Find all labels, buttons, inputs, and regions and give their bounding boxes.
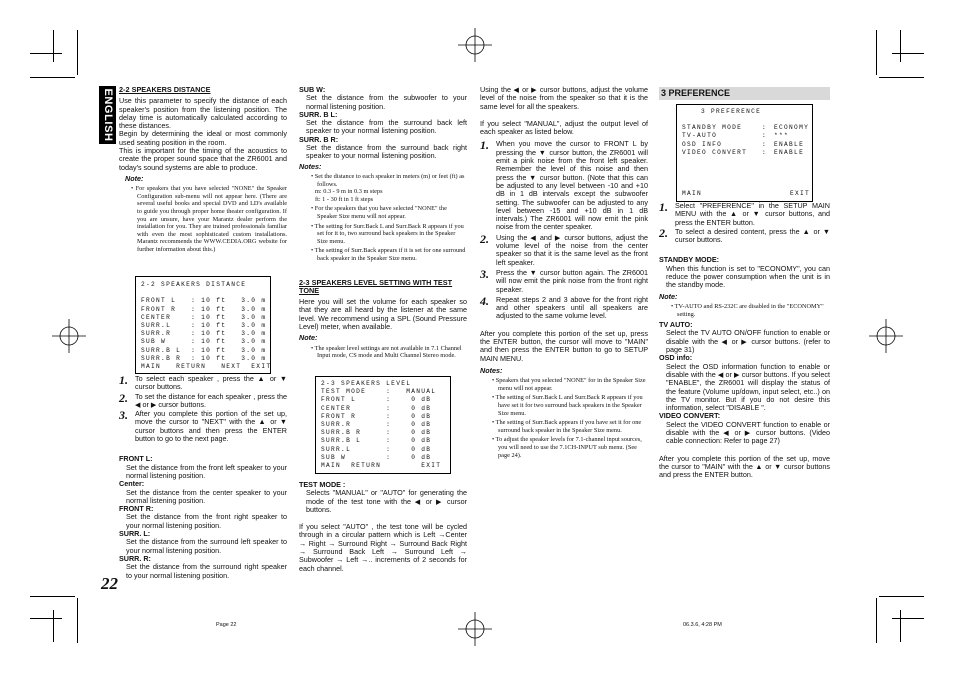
step-item xyxy=(480,140,648,231)
step-number: 4. xyxy=(480,293,489,308)
step-text: Select "PREFERENCE" in the SETUP MAIN MENU with the ▲ or ▼ cursor buttons, and press the ENTER button. xyxy=(675,201,830,227)
osd-row-colon: : xyxy=(762,124,768,131)
step-item xyxy=(480,266,648,294)
osd-lines xyxy=(141,281,271,371)
definition-desc: Set the distance from the surround back right speaker to your normal listening position. xyxy=(306,143,467,161)
registration-mark-left xyxy=(52,319,86,353)
osd-exit: EXIT xyxy=(789,189,810,197)
notes-label: Notes: xyxy=(299,161,322,171)
definition-desc: Set the distance from the subwoofer to your normal listening position. xyxy=(306,93,467,111)
note-item: • The setting of Surr.Back appears if it is set for one surround back speaker in the Speaker Size menu. xyxy=(311,247,466,262)
osd-line: FRONT R : 10 ft 3.0 m xyxy=(141,305,267,313)
step-text: Repeat steps 2 and 3 above for the front right and other speakers until all speakers are adjusted to the same volume level. xyxy=(496,294,648,321)
step-text: To select each speaker , press the ▲ or ▼ cursor buttons. xyxy=(135,374,287,392)
osd-screen-speaker-distance xyxy=(135,276,271,374)
definition-term: OSD info: xyxy=(659,353,693,363)
column-2-bottom xyxy=(299,481,467,573)
column-3 xyxy=(480,86,648,461)
osd-main: MAIN xyxy=(682,189,703,197)
step-text: After you complete this portion of the set up, move the cursor to "NEXT" with the ▲ or ▼ cursor buttons and then press the ENTER button to go to the next page. xyxy=(135,409,287,444)
osd-line: MAIN RETURN NEXT EXIT xyxy=(141,363,272,371)
osd-row-value: ECONOMY xyxy=(774,124,810,131)
osd-screen-speaker-level xyxy=(315,376,451,474)
step-text: Press the ▼ cursor button again. The ZR6001 will now emit the pink noise from the front right speaker. xyxy=(496,267,648,294)
osd-row xyxy=(682,124,808,132)
note-body: The setting of Surr.Back appears if it is set for one surround back speaker in the Speaker Size menu. xyxy=(314,247,466,262)
osd-title: 3 PREFERENCE xyxy=(701,108,762,115)
step-number: 2. xyxy=(480,231,489,246)
step-number: 1. xyxy=(659,200,668,214)
range-meters: m: 0.3 - 9 m in 0.3 m steps xyxy=(315,188,383,196)
note-item: • To adjust the speaker levels for 7.1-channel input sources, you will need to use the 7.1CH-INPUT sub menu. (See page 24). xyxy=(492,436,642,459)
step-item xyxy=(119,375,287,392)
osd-line: SUB W : 0 dB xyxy=(321,453,432,461)
step-number: 3. xyxy=(480,266,489,281)
note-item: • Speakers that you selected "NONE" for in the Speaker Size menu will not appear. xyxy=(492,377,646,392)
step-item xyxy=(119,390,287,410)
note-body: To adjust the speaker levels for 7.1-channel input sources, you will need to use the 7.1CH-INPUT sub menu. (See page 24). xyxy=(495,436,642,459)
definition-desc: Set the distance from the surround back left speaker to your normal listening position. xyxy=(306,118,467,136)
note-body: The speaker level settings are not available in 7.1 Channel Input mode, CS mode and Multi Channel Stereo mode. xyxy=(314,344,462,360)
note-body: TV-AUTO and RS-232C are disabled in the "ECONOMY" setting. xyxy=(674,302,824,318)
note-item: • The setting of Surr.Back appears if you have set it for one surround back speaker in the Speaker Size menu. xyxy=(492,419,642,434)
definition-desc: Set the distance from the center speaker to your normal listening position. xyxy=(126,487,287,505)
osd-row-value: *** xyxy=(774,132,790,140)
note-body: Set the distance to each speaker in meters (m) or feet (ft) as follows. xyxy=(314,172,465,188)
osd-lines xyxy=(321,380,441,470)
after-text: After you complete this portion of the set up, press the ENTER button, the cursor will move to "MAIN" and then press the ENTER button to go to SETUP MAIN MENU. xyxy=(480,328,648,363)
osd-line: SURR.L : 10 ft 3.0 m xyxy=(141,322,267,329)
definition-term: SURR. L: xyxy=(119,529,151,539)
osd-row-colon: : xyxy=(762,132,768,140)
osd-line xyxy=(141,289,271,297)
osd-line: SURR.B L : 0 dB xyxy=(321,437,432,445)
definition-term: SURR. R: xyxy=(119,553,151,563)
osd-line: 2-2 SPEAKERS DISTANCE xyxy=(141,281,247,288)
osd-line: 2-3 SPEAKERS LEVEL xyxy=(321,380,412,387)
range-feet: ft: 1 - 30 ft in 1 ft steps xyxy=(315,195,374,203)
step-item xyxy=(480,293,648,321)
osd-row-value: ENABLE xyxy=(774,149,805,157)
note-item: • The setting of Surr.Back L and Surr.Back R appears if you have set it for two surround back speakers in the Speaker Size menu. xyxy=(492,394,643,417)
definition-term: Center: xyxy=(119,479,145,489)
section-heading: 3 PREFERENCE xyxy=(661,88,731,98)
osd-row-label: VIDEO CONVERT xyxy=(682,149,748,157)
section-heading: 2-3 SPEAKERS LEVEL SETTING WITH TEST TONE xyxy=(299,277,453,295)
after-text: After you complete this portion of the set up, move the cursor to "MAIN" with the ▲ or ▼ cursor buttons and press the ENTER button. xyxy=(659,453,830,480)
osd-line: SURR.L : 0 dB xyxy=(321,445,432,453)
definition-desc: Set the distance from the surround left speaker to your normal listening position. xyxy=(126,537,287,555)
note-item: • For the speakers that you have selected "NONE" the Speaker Size menu will not appear. xyxy=(311,205,447,220)
osd-line: TEST MODE : MANUAL xyxy=(321,388,437,396)
test-mode-desc: Selects "MANUAL" or "AUTO" for generating the mode of the test tone with the ◀ or ▶ cursor buttons. xyxy=(306,488,467,514)
definition-desc: Select the TV AUTO ON/OFF function to enable or disable with the ◀ or ▶ cursor buttons. (refer to page 31) xyxy=(666,328,830,355)
osd-row-label: OSD INFO xyxy=(682,140,723,148)
column-4 xyxy=(659,202,830,480)
test-mode-label: TEST MODE : xyxy=(299,480,346,489)
auto-mode-text: If you select "AUTO" , the test tone will be cycled through in a circular pattern which is Left →Center → Right → Surround Right → Surround Back Right → Surround Back Left → Surround Left → Subwoofer → Left →.. increments of 2 seconds for each channel. xyxy=(299,522,467,573)
definition-term: SUB W: xyxy=(299,85,326,94)
osd-line: SURR.R : 0 dB xyxy=(321,421,432,429)
note-item: • The speaker level settings are not available in 7.1 Channel Input mode, CS mode and Multi Channel Stereo mode. xyxy=(311,344,462,360)
note-item: • TV-AUTO and RS-232C are disabled in the "ECONOMY" setting. xyxy=(671,302,824,318)
definition-term: FRONT L: xyxy=(119,454,153,464)
note-body: Speakers that you selected "NONE" for in the Speaker Size menu will not appear. xyxy=(495,377,646,392)
definition-term: TV AUTO: xyxy=(659,320,693,330)
osd-line: CENTER : 10 ft 3.0 m xyxy=(141,313,267,321)
definition-desc: When this function is set to "ECONOMY", you can reduce the power consumption when the unit is in the standby mode. xyxy=(666,263,830,290)
osd-line: FRONT L : 0 dB xyxy=(321,396,432,404)
osd-row-colon: : xyxy=(762,140,768,148)
step-item xyxy=(119,410,287,443)
osd-row-value: ENABLE xyxy=(774,140,805,148)
page-number: 22 xyxy=(101,574,118,593)
step-number: 1. xyxy=(119,373,128,387)
step-text: When you move the cursor to FRONT L by pressing the ▼ cursor button, the ZR6001 will emit a pink noise from the front left speaker. Remember the level of this noise and then press the ▼ cursor button. (Note that this can be adjusted to any level between -10 and +10 dB in 1 dB intervals except the subwoofer setting. The subwoofer can be adjusted to any level between -15 and +10 dB in 1 dB intervals.) The ZR6001 will now emit the pink noise from the center speaker. xyxy=(496,139,648,232)
column-1-steps xyxy=(119,375,287,580)
definition-term: FRONT R: xyxy=(119,504,154,514)
definition-desc: Set the distance from the front right speaker to your normal listening position. xyxy=(126,512,287,530)
registration-mark-bottom xyxy=(458,612,492,646)
note-text: • For speakers that you have selected "NONE" the Speaker Configuration sub-menu will not appear here. (There are several useful books and special DVD and LD's available to guide you through proper home theater configuration. If you are unsure, have your Marantz dealer perform the installation for you. They are trained professionals familiar with even the most sophisticated custom installations. Marantz recommends the WWW.CEDIA.ORG website for further information about this.) xyxy=(131,185,287,254)
intro-text: Use this parameter to specify the distance of each speaker's position from the listening position. The delay time is automatically calculated according to these distances. xyxy=(119,96,287,131)
footer-left: Page 22 xyxy=(216,622,237,628)
step-number: 2. xyxy=(659,225,668,240)
osd-line: SURR.R : 10 ft 3.0 m xyxy=(141,330,267,338)
osd-row-colon: : xyxy=(762,149,768,157)
note-body: For speakers that you have selected "NONE" the Speaker Configuration sub-menu will not appear here. (There are several useful books and special DVD and LD's available to guide you through proper home theater configuration. If you are unsure, have your Marantz dealer perform the installation for you. They are trained professionals familiar with even the most sophisticated custom installations. Marantz recommends the WWW.CEDIA.ORG website for further information about this.) xyxy=(135,185,287,254)
definition-term: SURR. B L: xyxy=(299,109,338,119)
preference-heading-bar xyxy=(659,87,830,100)
osd-line: SURR.B R : 10 ft 3.0 m xyxy=(141,354,267,362)
definition-desc: Set the distance from the surround right speaker to your normal listening position. xyxy=(126,562,287,580)
intro-text-3: This is important for the timing of the acoustics to create the proper sound space that the ZR6001 and today's sound systems are able to produce. xyxy=(119,146,287,172)
footer-right: 06.3.6, 4:28 PM xyxy=(683,622,722,628)
language-side-tab xyxy=(99,86,116,144)
note-item: • Set the distance to each speaker in meters (m) or feet (ft) as follows. xyxy=(311,172,465,188)
note-body: The setting of Surr.Back L and Surr.Back R appears if you have set it for two surround back speakers in the Speaker Size menu. xyxy=(495,394,643,417)
osd-row xyxy=(682,141,808,149)
intro-text: Here you will set the volume for each speaker so that they are all heard by the listener at the same level. We recommend using a SPL (Sound Pressure Level) meter, when available. xyxy=(299,297,467,331)
definition-desc: Select the OSD information function to enable or disable with the ◀ or ▶ cursor buttons. If you select "ENABLE", the ZR6001 will display the status of the feature (Volume up/down, input select, etc..) on the TV monitor. But if you do not desire this information, select "DISABLE ". xyxy=(666,361,830,413)
osd-line: MAIN RETURN EXIT xyxy=(321,462,442,470)
note-label: Note: xyxy=(299,333,318,343)
definition-desc: Set the distance from the front left speaker to your normal listening position. xyxy=(126,462,287,480)
osd-line: FRONT L : 10 ft 3.0 m xyxy=(141,297,267,305)
column-2 xyxy=(299,86,467,360)
language-label: ENGLISH xyxy=(101,88,114,142)
notes-label: Notes: xyxy=(480,365,503,375)
step-item xyxy=(480,231,648,267)
definition-term: VIDEO CONVERT: xyxy=(659,411,721,421)
note-body: The setting for Surr.Back L and Surr.Back R appears if you set for it to, two surround back speakers in the Speaker Size menu. xyxy=(314,222,464,245)
registration-mark-right xyxy=(869,319,903,353)
intro-text-2: Begin by determining the ideal or most commonly used seating position in the room. xyxy=(119,129,287,147)
intro-text: Using the ◀ or ▶ cursor buttons, adjust the volume level of the noise from the speaker so that it is the same level for all the speakers. xyxy=(480,85,648,111)
definition-desc: Select the VIDEO CONVERT function to enable or disable with the ◀ or ▶ cursor buttons. (Video cable connection: Refer to page 27) xyxy=(666,419,830,446)
step-item xyxy=(659,225,830,245)
step-text: To select a desired content, press the ▲ or ▼ cursor buttons. xyxy=(675,226,830,245)
note-label: Note: xyxy=(125,173,144,183)
osd-line: SURR.B R : 0 dB xyxy=(321,429,432,437)
osd-line: CENTER : 0 dB xyxy=(321,404,432,412)
definition-term: STANDBY MODE: xyxy=(659,255,720,265)
osd-screen-preference xyxy=(676,104,813,202)
step-item xyxy=(659,202,830,227)
note-body: The setting of Surr.Back appears if you have set it for one surround back speaker in the Speaker Size menu. xyxy=(495,419,642,434)
osd-row-label: TV-AUTO xyxy=(682,132,718,140)
note-item: • The setting for Surr.Back L and Surr.Back R appears if you set for it to, two surround back speakers in the Speaker Size menu. xyxy=(311,222,464,245)
osd-line: SUB W : 10 ft 3.0 m xyxy=(141,338,267,346)
step-text: Using the ◀ and ▶ cursor buttons, adjust the volume level of the noise from the center speaker so that it is the same level as the front left speaker. xyxy=(496,232,648,267)
osd-line: FRONT R : 0 dB xyxy=(321,412,432,420)
osd-row xyxy=(682,149,808,157)
definition-term: SURR. B R: xyxy=(299,134,339,144)
step-number: 3. xyxy=(119,408,128,423)
osd-line: SURR.B L : 10 ft 3.0 m xyxy=(141,346,267,354)
osd-row xyxy=(682,132,808,140)
step-text: To set the distance for each speaker , press the ◀ or ▶ cursor buttons. xyxy=(135,391,287,409)
osd-row-label: STANDBY MODE xyxy=(682,124,743,131)
column-1 xyxy=(119,86,287,254)
step-number: 1. xyxy=(480,138,489,153)
step-number: 2. xyxy=(119,390,128,405)
manual-text: If you select "MANUAL", adjust the output level of each speaker as listed below. xyxy=(480,118,648,137)
note-body: For the speakers that you have selected "NONE" the Speaker Size menu will not appear. xyxy=(314,205,447,220)
registration-mark-top xyxy=(458,28,492,62)
note-label: Note: xyxy=(659,291,678,301)
section-heading: 2-2 SPEAKERS DISTANCE xyxy=(119,85,211,94)
